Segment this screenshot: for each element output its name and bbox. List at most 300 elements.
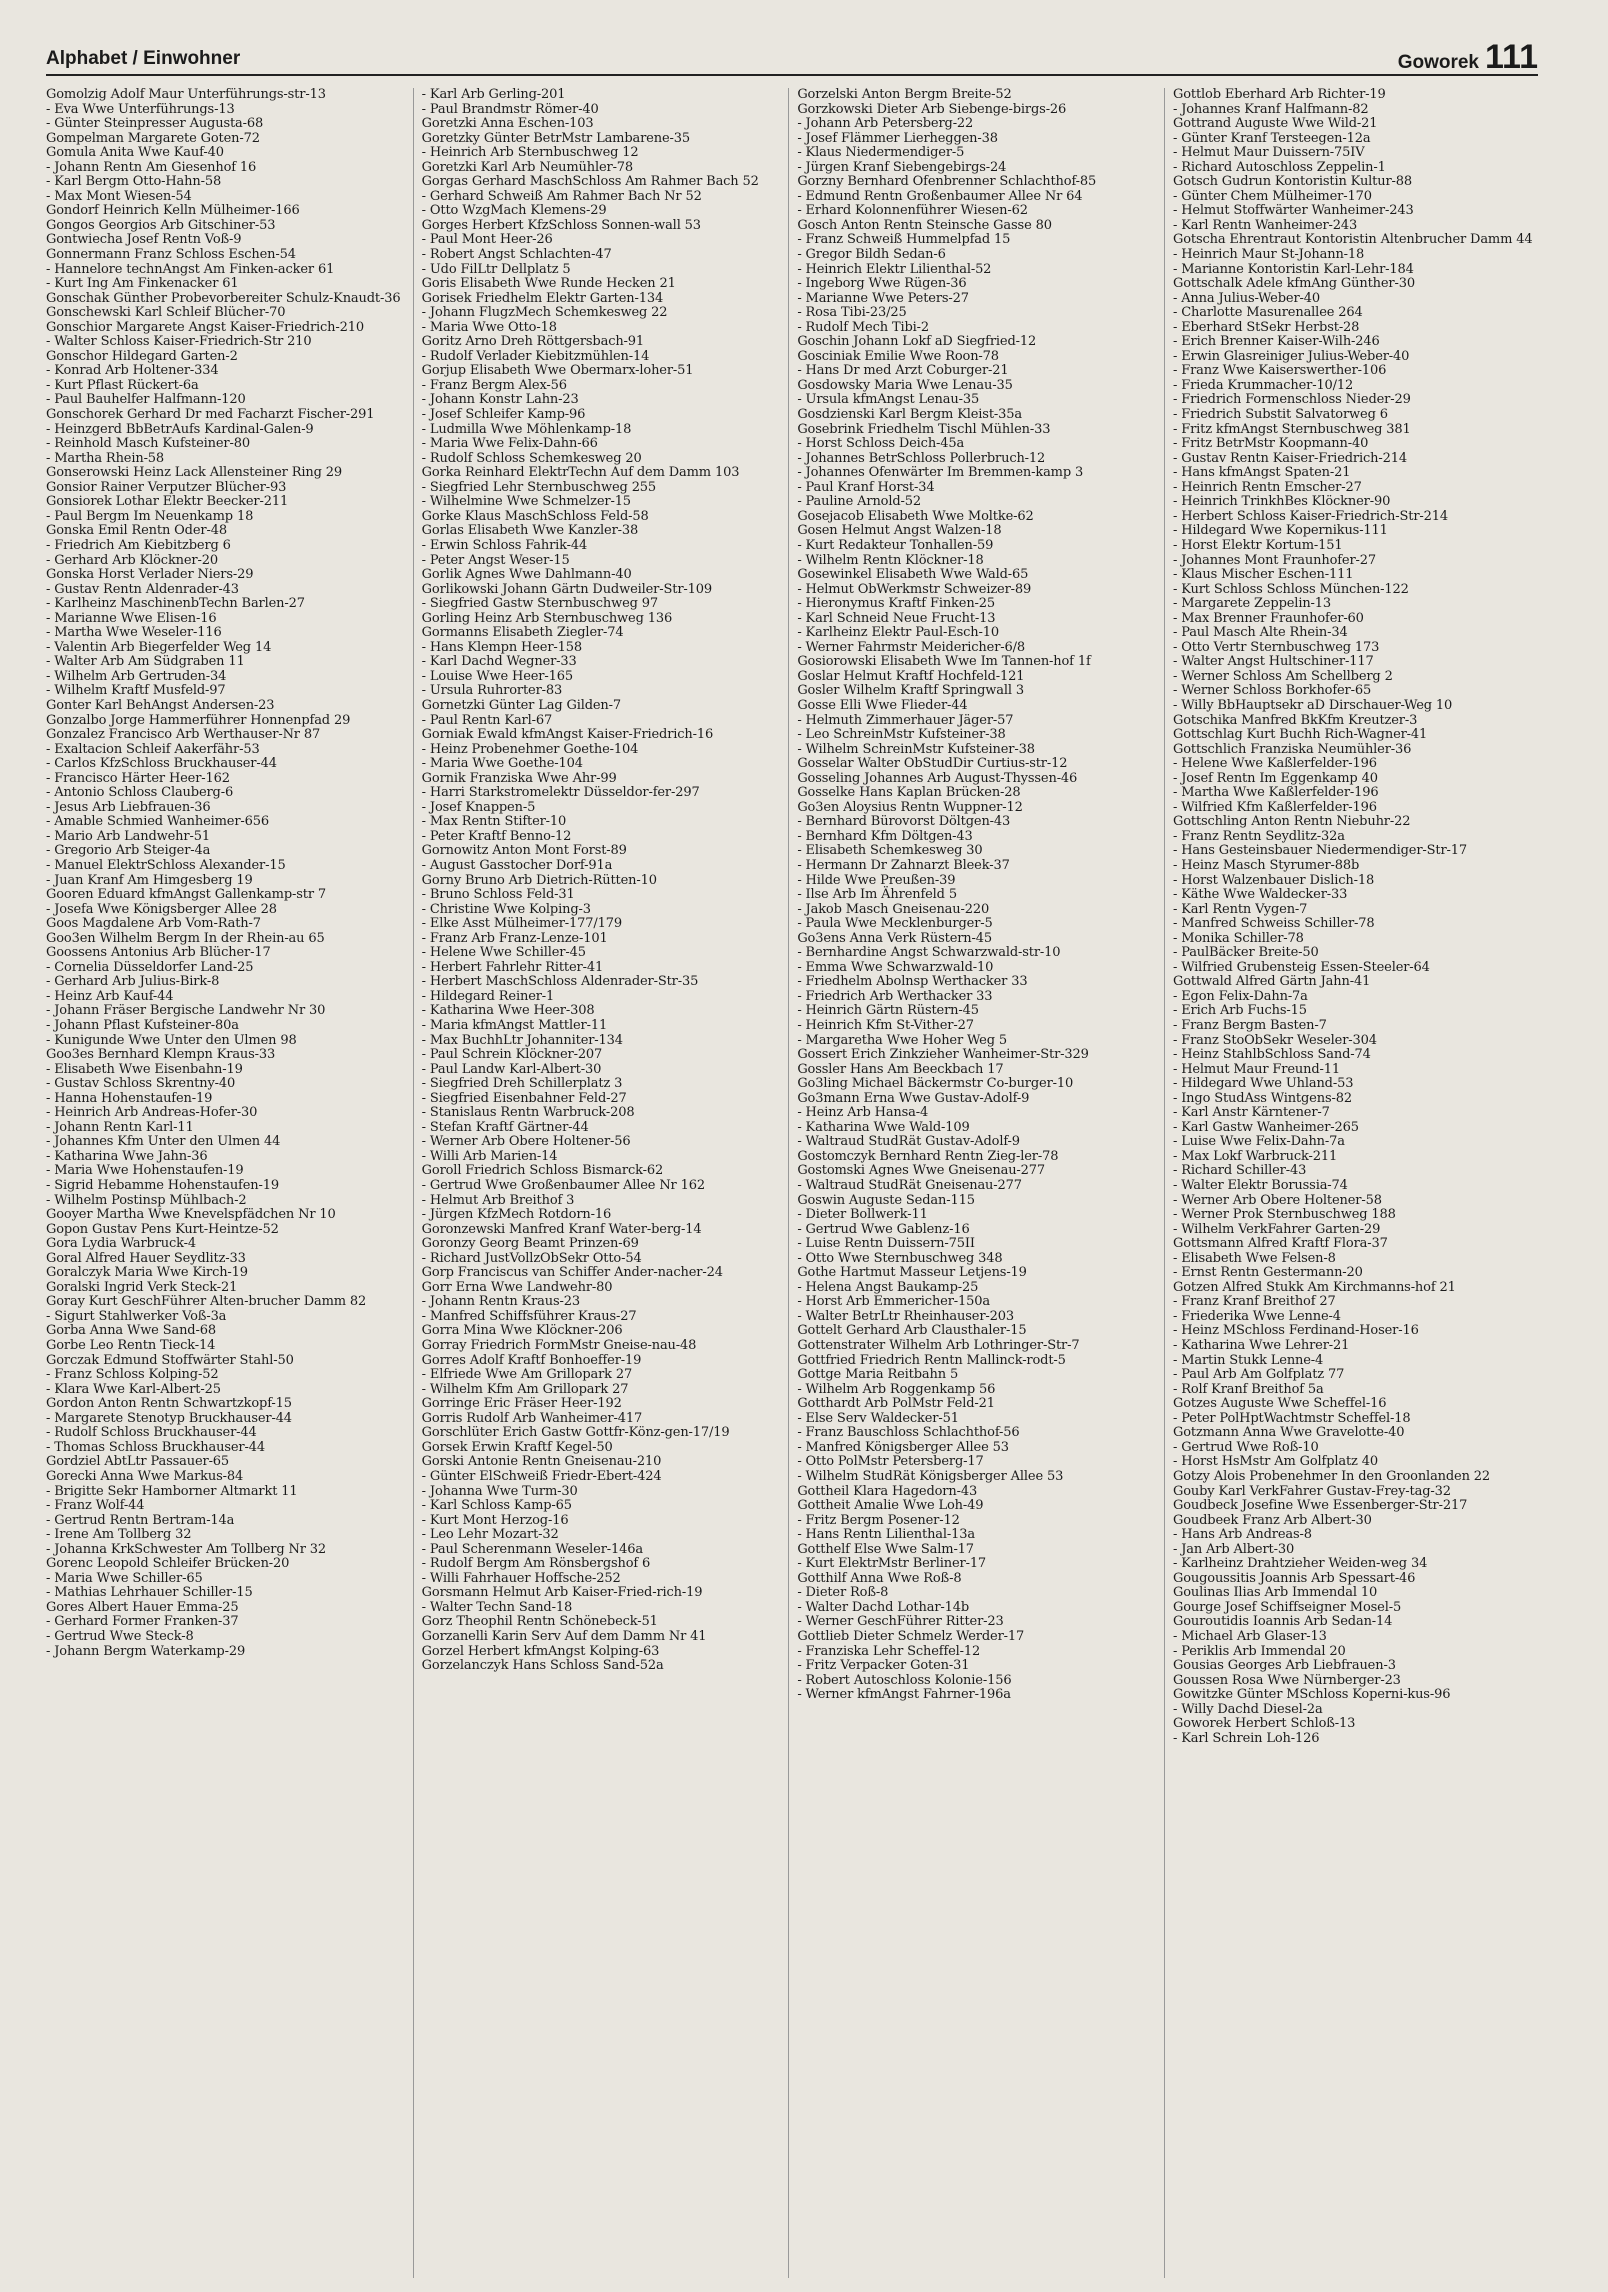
directory-entry: - Paul Brandmstr Römer-40 xyxy=(421,101,599,117)
column-2 xyxy=(413,88,787,2278)
directory-entry: - Eberhard StSekr Herbst-28 xyxy=(1172,319,1360,335)
directory-entry: Goussen Rosa Wwe Nürnberger-23 xyxy=(1172,1672,1401,1688)
directory-entry: - Wilhelm Arb Roggenkamp 56 xyxy=(797,1381,996,1397)
column-4 xyxy=(1164,88,1538,2278)
directory-entry: Goslar Helmut Kraftf Hochfeld-121 xyxy=(797,668,1025,684)
directory-entry: - Otto WzgMach Klemens-29 xyxy=(421,203,607,219)
directory-entry: - Johann Bergm Waterkamp-29 xyxy=(46,1643,246,1659)
directory-entry: - Johann Rentn Karl-11 xyxy=(46,1119,194,1135)
directory-entry: - Heinrich Kfm St-Vither-27 xyxy=(797,1018,974,1033)
directory-entry: Gornik Franziska Wwe Ahr-99 xyxy=(421,770,617,786)
directory-entry: - Waltraud StudRät Gustav-Adolf-9 xyxy=(797,1134,1020,1150)
directory-entry: - Otto Wwe Sternbuschweg 348 xyxy=(797,1250,1003,1266)
directory-entry: Gondorf Heinrich Kelln Mülheimer-166 xyxy=(46,203,300,219)
directory-entry: - Jesus Arb Liebfrauen-36 xyxy=(46,799,211,815)
directory-entry: Gousias Georges Arb Liebfrauen-3 xyxy=(1172,1658,1396,1674)
directory-entry: - Johanna KrkSchwester Am Tollberg Nr 32 xyxy=(46,1541,327,1557)
directory-entry: Gottheil Klara Hagedorn-43 xyxy=(797,1483,978,1499)
directory-entry: - Siegfried Dreh Schillerplatz 3 xyxy=(421,1076,623,1092)
directory-entry: Gomula Anita Wwe Kauf-40 xyxy=(46,145,224,161)
directory-entry: Gorz Theophil Rentn Schönebeck-51 xyxy=(421,1614,658,1630)
directory-entry: Gorray Friedrich FormMstr Gneise-nau-48 xyxy=(421,1338,697,1354)
directory-entry: - Hans Dr med Arzt Coburger-21 xyxy=(797,363,1009,379)
directory-entry: - Gustav Rentn Aldenrader-43 xyxy=(46,581,239,597)
directory-entry: Goral Alfred Hauer Seydlitz-33 xyxy=(46,1250,246,1266)
directory-entry: Goronzewski Manfred Kranf Water-berg-14 xyxy=(421,1221,702,1237)
directory-entry: Gorka Reinhard ElektrTechn Auf dem Damm 103 xyxy=(421,465,740,481)
directory-entry: Goris Elisabeth Wwe Runde Hecken 21 xyxy=(421,276,676,292)
directory-entry: Gosdowsky Maria Wwe Lenau-35 xyxy=(797,377,1013,393)
directory-entry: Gottschalk Adele kfmAng Günther-30 xyxy=(1172,276,1415,292)
directory-entry: - Maria kfmAngst Mattler-11 xyxy=(421,1018,608,1033)
directory-entry: - Klaus Niedermendiger-5 xyxy=(797,145,965,161)
directory-entry: Go3mann Erna Wwe Gustav-Adolf-9 xyxy=(797,1090,1030,1106)
directory-entry: - Leo SchreinMstr Kufsteiner-38 xyxy=(797,727,1006,743)
directory-entry: - Kurt Pflast Rückert-6a xyxy=(46,377,199,393)
directory-entry: - Bernhardine Angst Schwarzwald-str-10 xyxy=(797,945,1061,961)
directory-entry: - Pauline Arnold-52 xyxy=(797,494,922,510)
directory-entry: Gotsch Gudrun Kontoristin Kultur-88 xyxy=(1172,174,1413,190)
directory-entry: Gorny Bruno Arb Dietrich-Rütten-10 xyxy=(421,872,657,888)
directory-entry: - Heinzgerd BbBetrAufs Kardinal-Galen-9 xyxy=(46,421,314,437)
directory-entry: - Irene Am Tollberg 32 xyxy=(46,1527,192,1543)
directory-entry: Gormanns Elisabeth Ziegler-74 xyxy=(421,625,624,641)
directory-entry: - Johann Rentn Am Giesenhof 16 xyxy=(46,159,257,175)
directory-entry: - Wilhelm SchreinMstr Kufsteiner-38 xyxy=(797,741,1035,757)
directory-entry: - Elfriede Wwe Am Grillopark 27 xyxy=(421,1367,633,1383)
directory-entry: - Fritz Verpacker Goten-31 xyxy=(797,1658,970,1674)
directory-entry: - Martin Stukk Lenne-4 xyxy=(1172,1352,1324,1368)
directory-entry: Goo3es Bernhard Klempn Kraus-33 xyxy=(46,1047,276,1063)
directory-entry: - Wilhelm Rentn Klöckner-18 xyxy=(797,552,984,568)
directory-entry: - Käthe Wwe Waldecker-33 xyxy=(1172,887,1348,903)
directory-entry: - Hildegard Wwe Uhland-53 xyxy=(1172,1076,1354,1092)
directory-entry: - Rudolf Schloss Bruckhauser-44 xyxy=(46,1425,257,1441)
directory-entry: - Thomas Schloss Bruckhauser-44 xyxy=(46,1439,265,1455)
directory-entry: - Werner Schloss Borkhofer-65 xyxy=(1172,683,1372,699)
directory-entry: - Wilfried Kfm Kaßlerfelder-196 xyxy=(1172,799,1377,815)
directory-entry: - Franz Schloss Kolping-52 xyxy=(46,1367,219,1383)
directory-entry: - Rudolf Verlader Kiebitzmühlen-14 xyxy=(421,348,650,364)
directory-entry: - Franz Bergm Alex-56 xyxy=(421,377,567,393)
directory-entry: - Paul Bauhelfer Halfmann-120 xyxy=(46,392,246,408)
directory-entry: Gorzny Bernhard Ofenbrenner Schlachthof-85 xyxy=(797,174,1097,190)
directory-entry: - Erich Brenner Kaiser-Wilh-246 xyxy=(1172,334,1380,350)
directory-entry: - Wilhelm VerkFahrer Garten-29 xyxy=(1172,1221,1381,1237)
directory-entry: Gorbe Leo Rentn Tieck-14 xyxy=(46,1338,216,1354)
directory-entry: - Heinrich TrinkhBes Klöckner-90 xyxy=(1172,494,1391,510)
directory-entry: - Maria Wwe Goethe-104 xyxy=(421,756,583,772)
directory-entry: - Egon Felix-Dahn-7a xyxy=(1172,988,1308,1004)
directory-entry: - Maria Wwe Hohenstaufen-19 xyxy=(46,1163,244,1179)
directory-entry: - Ursula Ruhrorter-83 xyxy=(421,683,563,699)
directory-entry: - Stefan Kraftf Gärtner-44 xyxy=(421,1119,589,1135)
directory-entry: - Franz Arb Franz-Lenze-101 xyxy=(421,930,608,946)
directory-entry: - Franz Rentn Seydlitz-32a xyxy=(1172,828,1345,844)
directory-entry: Gottsmann Alfred Kraftf Flora-37 xyxy=(1172,1236,1388,1252)
directory-entry: - Werner Arb Obere Holtener-56 xyxy=(421,1134,631,1150)
directory-entry: - Hans Arb Andreas-8 xyxy=(1172,1527,1312,1543)
directory-entry: - Hans Gesteinsbauer Niedermendiger-Str-17 xyxy=(1172,843,1468,859)
directory-entry: - Johann Konstr Lahn-23 xyxy=(421,392,579,408)
directory-entry: - Richard JustVollzObSekr Otto-54 xyxy=(421,1250,642,1266)
directory-entry: - Edmund Rentn Großenbaumer Allee Nr 64 xyxy=(797,188,1083,204)
directory-entry: Gorzel Herbert kfmAngst Kolping-63 xyxy=(421,1643,660,1659)
directory-entry: - Monika Schiller-78 xyxy=(1172,930,1304,946)
directory-entry: - Erwin Glasreiniger Julius-Weber-40 xyxy=(1172,348,1410,364)
directory-entry: - Karl Schloss Kamp-65 xyxy=(421,1498,572,1514)
directory-entry: Gorlas Elisabeth Wwe Kanzler-38 xyxy=(421,523,639,539)
directory-entry: Gowitzke Günter MSchloss Koperni-kus-96 xyxy=(1172,1687,1451,1703)
directory-entry: - Christine Wwe Kolping-3 xyxy=(421,901,591,917)
directory-entry: - Karl Gastw Wanheimer-265 xyxy=(1172,1119,1359,1135)
directory-entry: - Max BuchhLtr Johanniter-134 xyxy=(421,1032,623,1048)
directory-entry: - Martha Wwe Kaßlerfelder-196 xyxy=(1172,785,1379,801)
directory-columns xyxy=(46,88,1538,2278)
directory-entry: - Fritz kfmAngst Sternbuschweg 381 xyxy=(1172,421,1411,437)
directory-entry: - Werner kfmAngst Fahrner-196a xyxy=(797,1687,1011,1703)
directory-entry: Gornetzki Günter Lag Gilden-7 xyxy=(421,697,622,713)
directory-entry: - Erich Arb Fuchs-15 xyxy=(1172,1003,1307,1019)
page-range xyxy=(1398,40,1538,74)
directory-entry: - Paul Arb Am Golfplatz 77 xyxy=(1172,1367,1345,1383)
directory-entry: Gougoussitis Joannis Arb Spessart-46 xyxy=(1172,1570,1416,1586)
directory-entry: - Ludmilla Wwe Möhlenkamp-18 xyxy=(421,421,632,437)
directory-entry: Gosse Elli Wwe Flieder-44 xyxy=(797,697,968,713)
directory-entry: Goudbeck Josefine Wwe Essenberger-Str-217 xyxy=(1172,1498,1468,1514)
directory-entry: - Gerhard Schweiß Am Rahmer Bach Nr 52 xyxy=(421,188,702,204)
directory-entry: - Margarete Stenotyp Bruckhauser-44 xyxy=(46,1410,292,1426)
directory-entry: - Katharina Wwe Lehrer-21 xyxy=(1172,1338,1350,1354)
directory-entry: Gongos Georgios Arb Gitschiner-53 xyxy=(46,217,276,233)
directory-entry: Gopon Gustav Pens Kurt-Heintze-52 xyxy=(46,1221,279,1237)
directory-entry: Gorenc Leopold Schleifer Brücken-20 xyxy=(46,1556,290,1572)
directory-entry: Gottrand Auguste Wwe Wild-21 xyxy=(1172,116,1378,132)
directory-entry: - Gertrud Wwe Großenbaumer Allee Nr 162 xyxy=(421,1178,705,1194)
directory-entry: - Else Serv Waldecker-51 xyxy=(797,1410,959,1426)
directory-entry: - Robert Angst Schlachten-47 xyxy=(421,247,612,263)
directory-entry: Gotthardt Arb PolMstr Feld-21 xyxy=(797,1396,995,1412)
directory-entry: Gosler Wilhelm Kraftf Springwall 3 xyxy=(797,683,1024,699)
directory-entry: - Stanislaus Rentn Warbruck-208 xyxy=(421,1105,635,1121)
directory-entry: Gossler Hans Am Beeckbach 17 xyxy=(797,1061,1004,1077)
directory-entry: Goretzky Günter BetrMstr Lambarene-35 xyxy=(421,130,690,146)
directory-entry: - Friedrich Formenschloss Nieder-29 xyxy=(1172,392,1411,408)
directory-entry: - Max Rentn Stifter-10 xyxy=(421,814,567,830)
directory-entry: - Bernhard Bürovorst Döltgen-43 xyxy=(797,814,1011,830)
directory-entry: - Franziska Lehr Scheffel-12 xyxy=(797,1643,981,1659)
directory-entry: Gosselke Hans Kaplan Brücken-28 xyxy=(797,785,1021,801)
directory-entry: Gosch Anton Rentn Steinsche Gasse 80 xyxy=(797,217,1052,233)
directory-entry: - Heinz Arb Hansa-4 xyxy=(797,1105,929,1121)
directory-entry: - Karl Bergm Otto-Hahn-58 xyxy=(46,174,222,190)
directory-entry: - Karl Dachd Wegner-33 xyxy=(421,654,577,670)
directory-entry: Gosiorowski Elisabeth Wwe Im Tannen-hof 1f xyxy=(797,654,1091,670)
directory-entry: - Wilhelmine Wwe Schmelzer-15 xyxy=(421,494,631,510)
directory-entry: - Siegfried Gastw Sternbuschweg 97 xyxy=(421,596,659,612)
directory-entry: - Gregor Bildh Sedan-6 xyxy=(797,247,946,263)
directory-entry: Gorisek Friedhelm Elektr Garten-134 xyxy=(421,290,664,306)
directory-entry: - Karlheinz MaschinenbTechn Barlen-27 xyxy=(46,596,305,612)
directory-entry: - Udo FilLtr Dellplatz 5 xyxy=(421,261,571,277)
directory-entry: - Cornelia Düsseldorfer Land-25 xyxy=(46,959,254,975)
directory-entry: - Maria Wwe Schiller-65 xyxy=(46,1570,203,1586)
directory-entry: - Herbert MaschSchloss Aldenrader-Str-35 xyxy=(421,974,699,990)
directory-entry: Goossens Antonius Arb Blücher-17 xyxy=(46,945,271,961)
directory-entry: - Franz Bauschloss Schlachthof-56 xyxy=(797,1425,1020,1441)
directory-entry: - Josef Schleifer Kamp-96 xyxy=(421,407,586,423)
directory-entry: Gorski Antonie Rentn Gneisenau-210 xyxy=(421,1454,662,1470)
directory-entry: - Paul Bergm Im Neuenkamp 18 xyxy=(46,508,254,524)
directory-entry: - Peter Angst Weser-15 xyxy=(421,552,570,568)
directory-entry: - Peter Kraftf Benno-12 xyxy=(421,828,572,844)
directory-entry: - Max Lokf Warbruck-211 xyxy=(1172,1148,1338,1164)
directory-entry: - Franz Schweiß Hummelpfad 15 xyxy=(797,232,1011,248)
directory-entry: - Horst Schloss Deich-45a xyxy=(797,436,965,452)
directory-entry: - Helmut Stoffwärter Wanheimer-243 xyxy=(1172,203,1414,219)
directory-entry: - Horst Arb Emmericher-150a xyxy=(797,1294,990,1310)
directory-entry: Gordon Anton Rentn Schwartzkopf-15 xyxy=(46,1396,292,1412)
directory-entry: - Jakob Masch Gneisenau-220 xyxy=(797,901,990,917)
directory-entry: Go3ling Michael Bäckermstr Co-burger-10 xyxy=(797,1076,1074,1092)
directory-entry: Gorlik Agnes Wwe Dahlmann-40 xyxy=(421,567,632,583)
directory-entry: - Willi Arb Marien-14 xyxy=(421,1148,558,1164)
directory-entry: - Richard Autoschloss Zeppelin-1 xyxy=(1172,159,1386,175)
directory-entry: - Johannes BetrSchloss Pollerbruch-12 xyxy=(797,450,1046,466)
directory-entry: - Max Mont Wiesen-54 xyxy=(46,188,192,204)
directory-entry: Gonschak Günther Probevorbereiter Schulz-Knaudt-36 xyxy=(46,290,401,306)
directory-entry: - Waltraud StudRät Gneisenau-277 xyxy=(797,1178,1022,1194)
directory-entry: - Reinhold Masch Kufsteiner-80 xyxy=(46,436,250,452)
directory-entry: - Günter Steinpresser Augusta-68 xyxy=(46,116,264,132)
directory-entry: - Walter Elektr Borussia-74 xyxy=(1172,1178,1348,1194)
directory-entry: - Rudolf Mech Tibi-2 xyxy=(797,319,930,335)
directory-entry: - Gertrud Wwe Steck-8 xyxy=(46,1628,194,1644)
directory-entry: - Otto PolMstr Petersberg-17 xyxy=(797,1454,984,1470)
directory-entry: - Hans kfmAngst Spaten-21 xyxy=(1172,465,1351,481)
directory-entry: - Willy Dachd Diesel-2a xyxy=(1172,1701,1323,1717)
directory-entry: Gooyer Martha Wwe Knevelspfädchen Nr 10 xyxy=(46,1207,336,1223)
directory-entry: Goulinas Ilias Arb Immendal 10 xyxy=(1172,1585,1378,1601)
directory-entry: - Katharina Wwe Wald-109 xyxy=(797,1119,970,1135)
directory-entry: - Heinrich Arb Andreas-Hofer-30 xyxy=(46,1105,258,1121)
directory-entry: - Martha Rhein-58 xyxy=(46,450,165,466)
directory-entry: Gosebrink Friedhelm Tischl Mühlen-33 xyxy=(797,421,1051,437)
directory-entry: - Kurt Ing Am Finkenacker 61 xyxy=(46,276,239,292)
directory-entry: - Hanna Hohenstaufen-19 xyxy=(46,1090,213,1106)
directory-entry: - Wilhelm Kraftf Musfeld-97 xyxy=(46,683,226,699)
directory-entry: Goworek Herbert Schloß-13 xyxy=(1172,1716,1356,1732)
directory-entry: - Hildegard Wwe Kopernikus-111 xyxy=(1172,523,1388,539)
directory-entry: - Manfred Königsberger Allee 53 xyxy=(797,1439,1009,1455)
directory-entry: Go3en Aloysius Rentn Wuppner-12 xyxy=(797,799,1023,815)
directory-entry: Gottschlag Kurt Buchh Rich-Wagner-41 xyxy=(1172,727,1428,743)
directory-entry: Goswin Auguste Sedan-115 xyxy=(797,1192,975,1208)
directory-entry: Gorschlüter Erich Gastw Gottfr-Könz-gen-17/19 xyxy=(421,1425,730,1441)
directory-entry: - Johannes Mont Fraunhofer-27 xyxy=(1172,552,1376,568)
directory-entry: - Helene Wwe Kaßlerfelder-196 xyxy=(1172,756,1377,772)
directory-entry: - Eva Wwe Unterführungs-13 xyxy=(46,101,235,117)
directory-entry: - Walter Schloss Kaiser-Friedrich-Str 210 xyxy=(46,334,312,350)
directory-entry: - Wilhelm StudRät Königsberger Allee 53 xyxy=(797,1468,1064,1484)
directory-entry: - Josefa Wwe Königsberger Allee 28 xyxy=(46,901,277,917)
directory-entry: - Helmuth Zimmerhauer Jäger-57 xyxy=(797,712,1014,728)
directory-entry: - Johanna Wwe Turm-30 xyxy=(421,1483,578,1499)
directory-entry: - Brigitte Sekr Hamborner Altmarkt 11 xyxy=(46,1483,298,1499)
directory-entry: Gotschika Manfred BkKfm Kreutzer-3 xyxy=(1172,712,1418,728)
directory-entry: - Bruno Schloss Feld-31 xyxy=(421,887,575,903)
directory-entry: Gonsior Rainer Verputzer Blücher-93 xyxy=(46,479,287,495)
directory-entry: - Kurt Schloss Schloss München-122 xyxy=(1172,581,1409,597)
directory-entry: - Marianne Wwe Elisen-16 xyxy=(46,610,217,626)
directory-entry: - Josef Flämmer Lierheggen-38 xyxy=(797,130,998,146)
directory-entry: - Willi Fahrhauer Hoffsche-252 xyxy=(421,1570,621,1586)
directory-entry: Gotzes Auguste Wwe Scheffel-16 xyxy=(1172,1396,1387,1412)
directory-entry: Gottlob Eberhard Arb Richter-19 xyxy=(1172,88,1386,102)
directory-entry: - Josef Rentn Im Eggenkamp 40 xyxy=(1172,770,1378,786)
page-number: 111 xyxy=(1485,38,1538,76)
directory-entry: - Ilse Arb Im Ährenfeld 5 xyxy=(797,887,957,903)
directory-entry: - Hieronymus Kraftf Finken-25 xyxy=(797,596,996,612)
directory-entry: Gothe Hartmut Masseur Letjens-19 xyxy=(797,1265,1027,1281)
directory-entry: - Friedrich Am Kiebitzberg 6 xyxy=(46,537,231,553)
directory-entry: - Friedhelm Abolnsp Werthacker 33 xyxy=(797,974,1028,990)
directory-entry: - Helmut Maur Duissern-75IV xyxy=(1172,145,1365,161)
directory-entry: - Josef Knappen-5 xyxy=(421,799,536,815)
directory-entry: Gorecki Anna Wwe Markus-84 xyxy=(46,1468,244,1484)
directory-entry: Gottelt Gerhard Arb Clausthaler-15 xyxy=(797,1323,1027,1339)
directory-entry: - Sigurt Stahlwerker Voß-3a xyxy=(46,1308,227,1324)
directory-entry: - Rosa Tibi-23/25 xyxy=(797,305,907,321)
directory-entry: - Exaltacion Schleif Aakerfähr-53 xyxy=(46,741,260,757)
directory-entry: Gonska Horst Verlader Niers-29 xyxy=(46,567,254,583)
directory-entry: - Manfred Schiffsführer Kraus-27 xyxy=(421,1308,637,1324)
directory-entry: - Elke Asst Mülheimer-177/179 xyxy=(421,916,622,932)
directory-entry: - Klara Wwe Karl-Albert-25 xyxy=(46,1381,221,1397)
directory-entry: - Kunigunde Wwe Unter den Ulmen 98 xyxy=(46,1032,297,1048)
directory-entry: - Jürgen KfzMech Rotdorn-16 xyxy=(421,1207,612,1223)
directory-entry: Goroll Friedrich Schloss Bismarck-62 xyxy=(421,1163,664,1179)
directory-entry: - Werner GeschFührer Ritter-23 xyxy=(797,1614,1004,1630)
directory-entry: - Willy BbHauptsekr aD Dirschauer-Weg 10 xyxy=(1172,697,1453,713)
directory-entry: Gorniak Ewald kfmAngst Kaiser-Friedrich-16 xyxy=(421,727,714,743)
directory-entry: - Elisabeth Wwe Felsen-8 xyxy=(1172,1250,1336,1266)
directory-entry: Gorzelanczyk Hans Schloss Sand-52a xyxy=(421,1658,664,1674)
directory-entry: - Johannes Ofenwärter Im Bremmen-kamp 3 xyxy=(797,465,1084,481)
directory-entry: - Katharina Wwe Jahn-36 xyxy=(46,1148,208,1164)
directory-entry: - Katharina Wwe Heer-308 xyxy=(421,1003,595,1019)
directory-entry: - Gertrud Wwe Gablenz-16 xyxy=(797,1221,970,1237)
directory-entry: - Rudolf Bergm Am Rönsbergshof 6 xyxy=(421,1556,651,1572)
directory-entry: - Kurt Mont Herzog-16 xyxy=(421,1512,569,1528)
directory-entry: - Peter PolHptWachtmstr Scheffel-18 xyxy=(1172,1410,1411,1426)
directory-entry: - Friedrich Substit Salvatorweg 6 xyxy=(1172,407,1388,423)
directory-entry: - Emma Wwe Schwarzwald-10 xyxy=(797,959,994,975)
directory-entry: - Walter Techn Sand-18 xyxy=(421,1599,573,1615)
directory-entry: - Richard Schiller-43 xyxy=(1172,1163,1307,1179)
directory-entry: - Herbert Fahrlehr Ritter-41 xyxy=(421,959,604,975)
directory-entry: - Margarete Zeppelin-13 xyxy=(1172,596,1332,612)
directory-entry: - Karl Schrein Loh-126 xyxy=(1172,1730,1320,1746)
directory-entry: - Bernhard Kfm Döltgen-43 xyxy=(797,828,973,844)
directory-entry: - Dieter Bollwerk-11 xyxy=(797,1207,928,1223)
directory-entry: - Walter BetrLtr Rheinhauser-203 xyxy=(797,1308,1014,1324)
directory-entry: - Heinz Arb Kauf-44 xyxy=(46,988,174,1004)
directory-entry: - Karl Schneid Neue Frucht-13 xyxy=(797,610,996,626)
directory-entry: Gomolzig Adolf Maur Unterführungs-str-13 xyxy=(46,88,326,102)
section-title: Alphabet / Einwohner xyxy=(46,48,241,69)
directory-entry: Gottlieb Dieter Schmelz Werder-17 xyxy=(797,1628,1025,1644)
directory-entry: - Amable Schmied Wanheimer-656 xyxy=(46,814,270,830)
directory-entry: Gorke Klaus MaschSchloss Feld-58 xyxy=(421,508,649,524)
directory-entry: - Heinz Masch Styrumer-88b xyxy=(1172,857,1360,873)
directory-entry: Gotthilf Anna Wwe Roß-8 xyxy=(797,1570,962,1586)
directory-entry: - Hans Klempn Heer-158 xyxy=(421,639,583,655)
directory-entry: Gorges Herbert KfzSchloss Sonnen-wall 53 xyxy=(421,217,701,233)
directory-entry: Goudbeek Franz Arb Albert-30 xyxy=(1172,1512,1372,1528)
directory-entry: - August Gasstocher Dorf-91a xyxy=(421,857,613,873)
directory-entry: Gosseling Johannes Arb August-Thyssen-46 xyxy=(797,770,1078,786)
directory-entry: - Antonio Schloss Clauberg-6 xyxy=(46,785,234,801)
directory-entry: - Marianne Wwe Peters-27 xyxy=(797,290,969,306)
directory-entry: Gosewinkel Elisabeth Wwe Wald-65 xyxy=(797,567,1029,583)
directory-entry: - Harri Starkstromelektr Düsseldor-fer-297 xyxy=(421,785,700,801)
directory-entry: Gottenstrater Wilhelm Arb Lothringer-Str-7 xyxy=(797,1338,1080,1354)
directory-entry: Goretzki Karl Arb Neumühler-78 xyxy=(421,159,634,175)
directory-entry: Gouby Karl VerkFahrer Gustav-Frey-tag-32 xyxy=(1172,1483,1451,1499)
directory-entry: - Charlotte Masurenallee 264 xyxy=(1172,305,1363,321)
directory-entry: Goray Kurt GeschFührer Alten-brucher Damm 82 xyxy=(46,1294,367,1310)
directory-entry: - Gerhard Former Franken-37 xyxy=(46,1614,239,1630)
directory-entry: - Gustav Schloss Skrentny-40 xyxy=(46,1076,236,1092)
directory-entry: - Maria Wwe Otto-18 xyxy=(421,319,557,335)
directory-entry: Gourge Josef Schiffseigner Mosel-5 xyxy=(1172,1599,1402,1615)
directory-entry: - Wilhelm Arb Gertruden-34 xyxy=(46,668,227,684)
directory-entry: Gonschorek Gerhard Dr med Facharzt Fischer-291 xyxy=(46,407,375,423)
directory-entry: - Heinz Probenehmer Goethe-104 xyxy=(421,741,639,757)
directory-entry: Goretzki Anna Eschen-103 xyxy=(421,116,594,132)
directory-entry: Goschin Johann Lokf aD Siegfried-12 xyxy=(797,334,1037,350)
directory-entry: - Paul Mont Heer-26 xyxy=(421,232,553,248)
directory-entry: - Johann Fräser Bergische Landwehr Nr 30 xyxy=(46,1003,326,1019)
directory-entry: Gorris Rudolf Arb Wanheimer-417 xyxy=(421,1410,643,1426)
directory-entry: - Manfred Schweiss Schiller-78 xyxy=(1172,916,1375,932)
directory-entry: - Günter ElSchweiß Friedr-Ebert-424 xyxy=(421,1468,662,1484)
directory-entry: Gotscha Ehrentraut Kontoristin Altenbrucher Damm 44 xyxy=(1172,232,1533,248)
directory-entry: Gottheit Amalie Wwe Loh-49 xyxy=(797,1498,984,1514)
directory-entry: Gorr Erna Wwe Landwehr-80 xyxy=(421,1279,613,1295)
directory-entry: Gotthelf Else Wwe Salm-17 xyxy=(797,1541,974,1557)
directory-entry: - Werner Schloss Am Schellberg 2 xyxy=(1172,668,1393,684)
directory-entry: - Mario Arb Landwehr-51 xyxy=(46,828,210,844)
directory-entry: - Karl Rentn Vygen-7 xyxy=(1172,901,1308,917)
directory-entry: - Franz StoObSekr Weseler-304 xyxy=(1172,1032,1377,1048)
directory-entry: Gotzen Alfred Stukk Am Kirchmanns-hof 21 xyxy=(1172,1279,1456,1295)
directory-entry: - Periklis Arb Immendal 20 xyxy=(1172,1643,1346,1659)
directory-entry: - Erhard Kolonnenführer Wiesen-62 xyxy=(797,203,1028,219)
directory-entry: Goo3en Wilhelm Bergm In der Rhein-au 65 xyxy=(46,930,325,946)
directory-entry: - Karl Arb Gerling-201 xyxy=(421,88,566,102)
directory-entry: - Siegfried Eisenbahner Feld-27 xyxy=(421,1090,627,1106)
directory-entry: - Ingeborg Wwe Rügen-36 xyxy=(797,276,967,292)
directory-entry: Gosen Helmut Angst Walzen-18 xyxy=(797,523,1002,539)
directory-entry: Gontwiecha Josef Rentn Voß-9 xyxy=(46,232,242,248)
directory-entry: - Gertrud Wwe Roß-10 xyxy=(1172,1439,1319,1455)
directory-entry: Gorczak Edmund Stoffwärter Stahl-50 xyxy=(46,1352,294,1368)
directory-entry: Gooren Eduard kfmAngst Gallenkamp-str 7 xyxy=(46,887,327,903)
directory-entry: - Helene Wwe Schiller-45 xyxy=(421,945,586,961)
directory-entry: - Ursula kfmAngst Lenau-35 xyxy=(797,392,980,408)
